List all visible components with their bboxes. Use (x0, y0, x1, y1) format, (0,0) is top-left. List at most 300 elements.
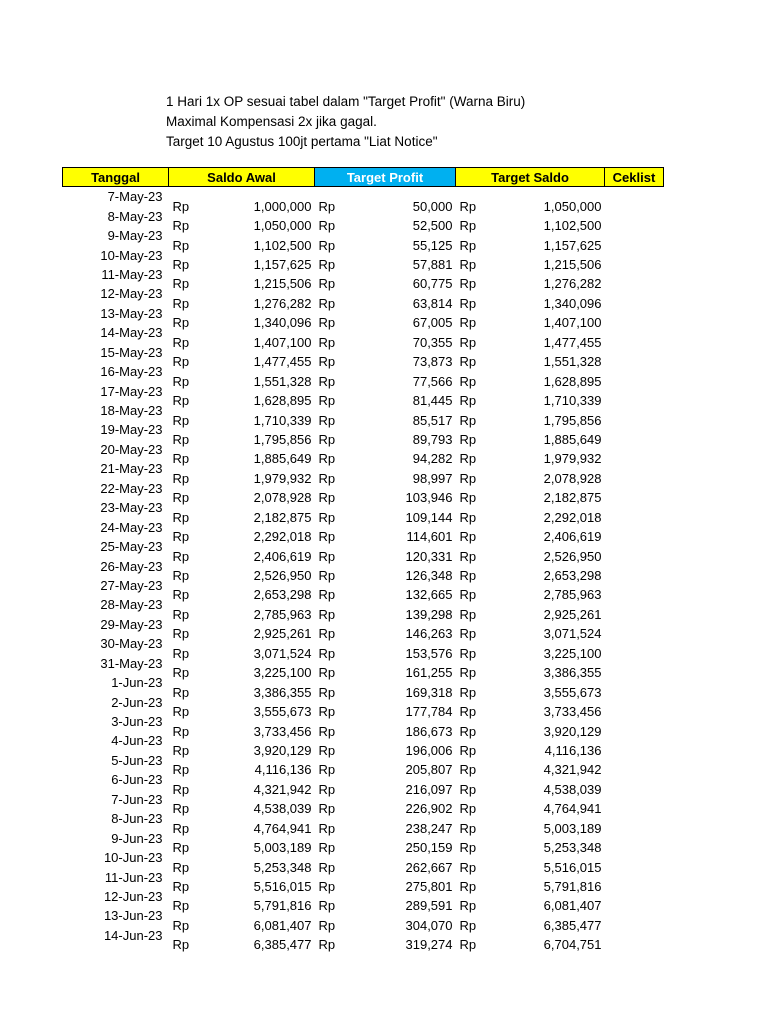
cell-tanggal[interactable]: 11-May-23 (101, 266, 163, 282)
cell-target-profit[interactable] (315, 615, 456, 642)
currency-label: Rp (318, 762, 336, 778)
amount-value: 250,159 (405, 840, 453, 856)
cell-tanggal[interactable]: 25-May-23 (100, 539, 163, 555)
cell-ceklist[interactable] (605, 634, 664, 653)
cell-target-saldo[interactable] (456, 381, 605, 409)
amount-value: 2,292,018 (253, 529, 312, 545)
currency-label: Rp (318, 665, 336, 681)
cell-target-saldo[interactable] (456, 770, 605, 797)
cell-ceklist[interactable] (605, 362, 664, 381)
cell-ceklist[interactable] (605, 245, 664, 264)
cell-ceklist[interactable] (605, 226, 664, 245)
cell-ceklist[interactable] (605, 926, 664, 945)
amount-value: 2,785,963 (543, 587, 602, 603)
amount-value: 94,282 (412, 451, 453, 467)
cell-ceklist[interactable] (605, 381, 664, 400)
cell-saldo-awal[interactable] (169, 673, 315, 700)
cell-tanggal[interactable]: 5-Jun-23 (111, 752, 163, 768)
amount-value: 4,538,039 (543, 781, 602, 797)
cell-target-saldo[interactable] (456, 712, 605, 739)
currency-label: Rp (318, 781, 336, 797)
cell-target-profit[interactable] (315, 381, 456, 409)
table-row (63, 712, 664, 731)
cell-target-profit[interactable] (315, 362, 456, 389)
amount-value: 4,764,941 (543, 801, 602, 817)
cell-saldo-awal[interactable] (169, 809, 315, 836)
cell-tanggal[interactable]: 24-May-23 (100, 519, 163, 535)
cell-ceklist[interactable] (605, 790, 664, 809)
amount-value: 109,144 (405, 509, 453, 525)
amount-value: 186,673 (405, 723, 453, 739)
amount-value: 2,182,875 (253, 509, 312, 525)
cell-tanggal[interactable]: 6-Jun-23 (111, 772, 163, 788)
amount-value: 1,885,649 (543, 431, 602, 447)
cell-target-saldo[interactable] (456, 731, 605, 758)
table-row (63, 828, 664, 847)
cell-tanggal[interactable]: 13-May-23 (100, 305, 163, 321)
cell-saldo-awal[interactable] (169, 343, 315, 370)
cell-saldo-awal[interactable] (169, 323, 315, 350)
cell-saldo-awal[interactable] (169, 906, 315, 933)
cell-tanggal[interactable]: 14-May-23 (100, 325, 163, 341)
currency-label: Rp (318, 354, 336, 370)
cell-target-profit[interactable] (315, 654, 456, 681)
cell-target-saldo[interactable] (456, 692, 605, 720)
cell-tanggal[interactable]: 19-May-23 (100, 422, 163, 438)
currency-label: Rp (172, 218, 190, 234)
cell-target-saldo[interactable] (456, 790, 605, 817)
cell-tanggal[interactable]: 14-Jun-23 (103, 927, 163, 943)
cell-target-profit[interactable] (315, 245, 456, 273)
cell-saldo-awal[interactable] (169, 537, 315, 564)
cell-target-profit[interactable] (315, 440, 456, 467)
cell-target-saldo[interactable] (456, 245, 605, 273)
table-row (63, 245, 664, 264)
cell-saldo-awal[interactable] (169, 362, 315, 389)
cell-target-profit[interactable] (315, 304, 456, 331)
cell-ceklist[interactable] (605, 673, 664, 692)
cell-ceklist[interactable] (605, 304, 664, 323)
cell-target-saldo[interactable] (456, 459, 605, 486)
cell-tanggal[interactable]: 29-May-23 (100, 616, 163, 632)
cell-target-profit[interactable] (315, 906, 456, 933)
note-line-1: 1 Hari 1x OP sesuai tabel dalam "Target Profit" (Warna Biru) (166, 94, 526, 109)
cell-ceklist[interactable] (605, 615, 664, 634)
currency-label: Rp (459, 490, 477, 506)
currency-label: Rp (318, 373, 336, 389)
cell-saldo-awal[interactable] (169, 206, 315, 234)
cell-target-saldo[interactable] (456, 498, 605, 525)
amount-value: 6,704,751 (543, 937, 602, 953)
cell-tanggal[interactable]: 8-Jun-23 (111, 811, 163, 827)
cell-ceklist[interactable] (605, 887, 664, 906)
cell-saldo-awal[interactable] (169, 790, 315, 817)
header-saldo-awal[interactable]: Saldo Awal (169, 168, 315, 187)
amount-value: 3,071,524 (253, 645, 312, 661)
cell-ceklist[interactable] (605, 867, 664, 886)
cell-target-profit[interactable] (315, 595, 456, 622)
cell-saldo-awal[interactable] (169, 731, 315, 758)
cell-ceklist[interactable] (605, 576, 664, 595)
cell-ceklist[interactable] (605, 809, 664, 828)
cell-target-saldo[interactable] (456, 517, 605, 545)
cell-target-profit[interactable] (315, 712, 456, 739)
cell-ceklist[interactable] (605, 848, 664, 867)
cell-saldo-awal[interactable] (169, 848, 315, 875)
cell-saldo-awal[interactable] (169, 828, 315, 856)
amount-value: 2,925,261 (543, 606, 602, 622)
table-row (63, 440, 664, 459)
amount-value: 216,097 (405, 781, 453, 797)
cell-tanggal[interactable]: 1-Jun-23 (111, 675, 163, 691)
cell-target-saldo[interactable] (456, 537, 605, 564)
cell-tanggal[interactable]: 23-May-23 (100, 500, 163, 516)
currency-label: Rp (459, 431, 477, 447)
cell-ceklist[interactable] (605, 459, 664, 478)
cell-target-saldo[interactable] (456, 206, 605, 234)
note-line-3: Target 10 Agustus 100jt pertama "Liat Notice" (166, 134, 438, 149)
cell-ceklist[interactable] (605, 556, 664, 575)
cell-saldo-awal[interactable] (169, 867, 315, 895)
amount-value: 1,885,649 (253, 451, 312, 467)
cell-target-profit[interactable] (315, 206, 456, 234)
amount-value: 77,566 (412, 373, 453, 389)
currency-label: Rp (459, 470, 477, 486)
cell-ceklist[interactable] (605, 770, 664, 789)
cell-ceklist[interactable] (605, 595, 664, 614)
cell-tanggal[interactable]: 13-Jun-23 (103, 908, 163, 924)
cell-saldo-awal[interactable] (169, 615, 315, 642)
cell-saldo-awal[interactable] (169, 420, 315, 447)
cell-target-profit[interactable] (315, 848, 456, 875)
currency-label: Rp (459, 626, 477, 642)
cell-target-profit[interactable] (315, 887, 456, 914)
cell-tanggal[interactable]: 4-Jun-23 (111, 733, 163, 749)
currency-label: Rp (318, 548, 336, 564)
currency-label: Rp (318, 393, 336, 409)
amount-value: 1,710,339 (543, 393, 602, 409)
cell-tanggal[interactable]: 3-Jun-23 (111, 714, 163, 730)
cell-target-saldo[interactable] (456, 343, 605, 370)
amount-value: 6,081,407 (543, 898, 602, 914)
currency-label: Rp (459, 665, 477, 681)
cell-ceklist[interactable] (605, 692, 664, 711)
amount-value: 2,078,928 (253, 490, 312, 506)
cell-saldo-awal[interactable] (169, 770, 315, 797)
table-row (63, 420, 664, 439)
cell-target-profit[interactable] (315, 770, 456, 797)
table-row (63, 654, 664, 673)
cell-tanggal[interactable]: 7-Jun-23 (111, 791, 163, 807)
amount-value: 85,517 (412, 412, 453, 428)
cell-saldo-awal[interactable] (169, 692, 315, 720)
header-target-saldo[interactable]: Target Saldo (456, 168, 605, 187)
table-row (63, 206, 664, 225)
amount-value: 2,925,261 (253, 626, 312, 642)
cell-saldo-awal[interactable] (169, 401, 315, 428)
cell-ceklist[interactable] (605, 712, 664, 731)
currency-label: Rp (318, 529, 336, 545)
cell-target-saldo[interactable] (456, 926, 605, 953)
currency-label: Rp (459, 334, 477, 350)
cell-target-saldo[interactable] (456, 906, 605, 933)
amount-value: 3,555,673 (543, 684, 602, 700)
cell-ceklist[interactable] (605, 537, 664, 556)
cell-target-profit[interactable] (315, 187, 456, 214)
cell-ceklist[interactable] (605, 401, 664, 420)
currency-label: Rp (459, 218, 477, 234)
amount-value: 98,997 (412, 470, 453, 486)
currency-label: Rp (172, 315, 190, 331)
cell-target-saldo[interactable] (456, 809, 605, 836)
amount-value: 3,386,355 (543, 665, 602, 681)
cell-saldo-awal[interactable] (169, 517, 315, 545)
amount-value: 3,555,673 (253, 704, 312, 720)
cell-target-saldo[interactable] (456, 576, 605, 603)
cell-target-profit[interactable] (315, 265, 456, 292)
cell-target-profit[interactable] (315, 731, 456, 758)
table-row (63, 887, 664, 906)
amount-value: 289,591 (405, 898, 453, 914)
cell-tanggal[interactable]: 9-Jun-23 (111, 830, 163, 846)
amount-value: 146,263 (405, 626, 453, 642)
amount-value: 3,225,100 (543, 645, 602, 661)
currency-label: Rp (318, 470, 336, 486)
cell-target-saldo[interactable] (456, 187, 605, 214)
cell-ceklist[interactable] (605, 284, 664, 303)
cell-tanggal[interactable]: 18-May-23 (100, 403, 163, 419)
currency-label: Rp (459, 723, 477, 739)
currency-label: Rp (172, 742, 190, 758)
cell-tanggal[interactable]: 12-Jun-23 (103, 888, 163, 904)
cell-saldo-awal[interactable] (169, 284, 315, 311)
cell-tanggal[interactable]: 15-May-23 (100, 344, 163, 360)
cell-target-saldo[interactable] (456, 848, 605, 875)
header-tanggal[interactable]: Tanggal (63, 168, 169, 187)
currency-label: Rp (318, 723, 336, 739)
table-row (63, 517, 664, 536)
cell-target-saldo[interactable] (456, 304, 605, 331)
cell-saldo-awal[interactable] (169, 381, 315, 409)
header-target-profit[interactable]: Target Profit (315, 168, 456, 187)
cell-tanggal[interactable]: 20-May-23 (100, 441, 163, 457)
cell-tanggal[interactable]: 7-May-23 (107, 189, 163, 205)
cell-saldo-awal[interactable] (169, 556, 315, 584)
cell-target-profit[interactable] (315, 673, 456, 700)
amount-value: 1,157,625 (253, 257, 312, 273)
cell-target-saldo[interactable] (456, 362, 605, 389)
cell-tanggal[interactable]: 2-Jun-23 (111, 694, 163, 710)
cell-saldo-awal[interactable] (169, 634, 315, 661)
cell-target-saldo[interactable] (456, 440, 605, 467)
cell-tanggal[interactable]: 12-May-23 (100, 286, 163, 302)
cell-target-saldo[interactable] (456, 867, 605, 895)
cell-tanggal[interactable]: 22-May-23 (100, 480, 163, 496)
cell-target-profit[interactable] (315, 401, 456, 428)
cell-saldo-awal[interactable] (169, 479, 315, 506)
cell-target-saldo[interactable] (456, 556, 605, 584)
amount-value: 2,078,928 (543, 470, 602, 486)
currency-label: Rp (172, 840, 190, 856)
currency-label: Rp (318, 412, 336, 428)
cell-target-profit[interactable] (315, 809, 456, 836)
cell-target-saldo[interactable] (456, 420, 605, 447)
cell-target-profit[interactable] (315, 343, 456, 370)
cell-target-saldo[interactable] (456, 634, 605, 661)
cell-saldo-awal[interactable] (169, 498, 315, 525)
header-ceklist[interactable]: Ceklist (605, 168, 664, 187)
currency-label: Rp (459, 606, 477, 622)
currency-label: Rp (318, 645, 336, 661)
cell-ceklist[interactable] (605, 440, 664, 459)
cell-saldo-awal[interactable] (169, 654, 315, 681)
amount-value: 2,406,619 (543, 529, 602, 545)
cell-target-saldo[interactable] (456, 479, 605, 506)
cell-saldo-awal[interactable] (169, 265, 315, 292)
cell-tanggal[interactable]: 31-May-23 (100, 655, 163, 671)
cell-tanggal[interactable]: 21-May-23 (100, 461, 163, 477)
currency-label: Rp (318, 237, 336, 253)
cell-target-saldo[interactable] (456, 887, 605, 914)
cell-target-profit[interactable] (315, 692, 456, 720)
cell-target-profit[interactable] (315, 634, 456, 661)
amount-value: 132,665 (405, 587, 453, 603)
currency-label: Rp (459, 509, 477, 525)
table-row (63, 595, 664, 614)
cell-saldo-awal[interactable] (169, 576, 315, 603)
cell-target-profit[interactable] (315, 459, 456, 486)
cell-tanggal[interactable]: 10-May-23 (100, 247, 163, 263)
cell-ceklist[interactable] (605, 479, 664, 498)
cell-ceklist[interactable] (605, 498, 664, 517)
table-row (63, 498, 664, 517)
cell-target-profit[interactable] (315, 867, 456, 895)
amount-value: 1,477,455 (543, 334, 602, 350)
cell-tanggal[interactable]: 27-May-23 (100, 577, 163, 593)
amount-value: 1,551,328 (543, 354, 602, 370)
cell-saldo-awal[interactable] (169, 440, 315, 467)
cell-target-saldo[interactable] (456, 828, 605, 856)
cell-tanggal[interactable]: 17-May-23 (100, 383, 163, 399)
cell-ceklist[interactable] (605, 187, 664, 207)
cell-tanggal[interactable]: 30-May-23 (100, 636, 163, 652)
currency-label: Rp (318, 859, 336, 875)
cell-tanggal[interactable]: 10-Jun-23 (103, 850, 163, 866)
table-row (63, 634, 664, 653)
cell-ceklist[interactable] (605, 906, 664, 925)
cell-ceklist[interactable] (605, 323, 664, 342)
cell-target-saldo[interactable] (456, 226, 605, 253)
cell-target-saldo[interactable] (456, 673, 605, 700)
cell-tanggal[interactable]: 11-Jun-23 (104, 869, 163, 885)
cell-ceklist[interactable] (605, 517, 664, 536)
currency-label: Rp (459, 529, 477, 545)
amount-value: 3,920,129 (543, 723, 602, 739)
cell-ceklist[interactable] (605, 654, 664, 673)
cell-saldo-awal[interactable] (169, 712, 315, 739)
cell-target-profit[interactable] (315, 751, 456, 778)
cell-saldo-awal[interactable] (169, 304, 315, 331)
cell-target-saldo[interactable] (456, 284, 605, 311)
cell-target-profit[interactable] (315, 537, 456, 564)
cell-ceklist[interactable] (605, 265, 664, 284)
cell-target-saldo[interactable] (456, 751, 605, 778)
amount-value: 2,526,950 (543, 548, 602, 564)
currency-label: Rp (318, 898, 336, 914)
cell-target-saldo[interactable] (456, 615, 605, 642)
cell-target-saldo[interactable] (456, 401, 605, 428)
amount-value: 262,667 (405, 859, 453, 875)
cell-target-profit[interactable] (315, 556, 456, 584)
currency-label: Rp (318, 742, 336, 758)
currency-label: Rp (172, 529, 190, 545)
cell-target-saldo[interactable] (456, 323, 605, 350)
table-row (63, 790, 664, 809)
amount-value: 3,386,355 (253, 684, 312, 700)
cell-saldo-awal[interactable] (169, 595, 315, 622)
currency-label: Rp (459, 393, 477, 409)
table-row (63, 926, 664, 945)
cell-ceklist[interactable] (605, 731, 664, 750)
cell-target-profit[interactable] (315, 790, 456, 817)
amount-value: 226,902 (405, 801, 453, 817)
currency-label: Rp (459, 898, 477, 914)
cell-saldo-awal[interactable] (169, 926, 315, 953)
cell-target-profit[interactable] (315, 517, 456, 545)
cell-saldo-awal[interactable] (169, 245, 315, 273)
amount-value: 3,071,524 (543, 626, 602, 642)
cell-tanggal[interactable]: 9-May-23 (107, 228, 163, 244)
cell-ceklist[interactable] (605, 206, 664, 225)
cell-target-profit[interactable] (315, 926, 456, 953)
amount-value: 139,298 (405, 606, 453, 622)
cell-target-profit[interactable] (315, 828, 456, 856)
cell-ceklist[interactable] (605, 343, 664, 362)
cell-ceklist[interactable] (605, 420, 664, 439)
cell-ceklist[interactable] (605, 751, 664, 770)
cell-saldo-awal[interactable] (169, 887, 315, 914)
currency-label: Rp (172, 509, 190, 525)
cell-tanggal[interactable]: 28-May-23 (100, 597, 163, 613)
cell-target-profit[interactable] (315, 498, 456, 525)
currency-label: Rp (172, 587, 190, 603)
cell-target-profit[interactable] (315, 284, 456, 311)
amount-value: 2,406,619 (253, 548, 312, 564)
cell-target-saldo[interactable] (456, 654, 605, 681)
currency-label: Rp (318, 704, 336, 720)
cell-tanggal[interactable]: 16-May-23 (100, 364, 163, 380)
cell-saldo-awal[interactable] (169, 459, 315, 486)
cell-target-profit[interactable] (315, 576, 456, 603)
cell-tanggal[interactable]: 26-May-23 (100, 558, 163, 574)
cell-tanggal[interactable]: 8-May-23 (107, 208, 163, 224)
amount-value: 1,340,096 (253, 315, 312, 331)
cell-ceklist[interactable] (605, 828, 664, 847)
amount-value: 4,764,941 (253, 820, 312, 836)
cell-target-profit[interactable] (315, 420, 456, 447)
cell-target-profit[interactable] (315, 226, 456, 253)
amount-value: 1,710,339 (253, 412, 312, 428)
cell-target-saldo[interactable] (456, 595, 605, 622)
cell-target-saldo[interactable] (456, 265, 605, 292)
amount-value: 57,881 (412, 257, 453, 273)
cell-saldo-awal[interactable] (169, 751, 315, 778)
cell-saldo-awal[interactable] (169, 187, 315, 214)
cell-saldo-awal[interactable] (169, 226, 315, 253)
cell-target-profit[interactable] (315, 479, 456, 506)
cell-target-profit[interactable] (315, 323, 456, 350)
currency-label: Rp (459, 762, 477, 778)
